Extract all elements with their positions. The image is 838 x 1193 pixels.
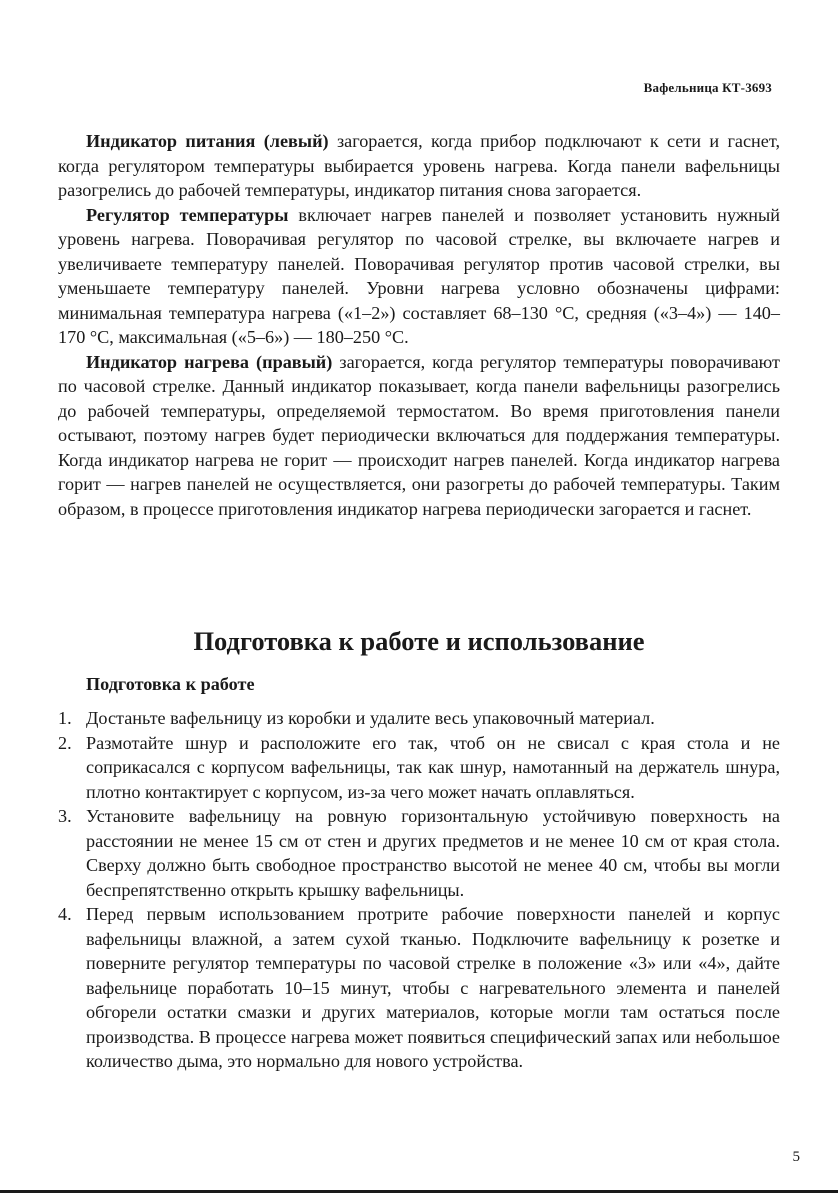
step-number: 2.: [58, 732, 72, 753]
step-number: 1.: [58, 708, 72, 728]
list-item: [58, 804, 780, 902]
list-item: [58, 706, 780, 731]
step-text: Перед первым использованием протрите рабочие поверхности панелей и корпус вафельницы влажной, а затем сухой тканью. Подключите вафельницу к розетке и поверните регулятор температуры по часовой стрелке в положение «3» или «4», дайте вафельнице поработать 10–15 минут, чтобы с нагревательного элемента и панелей обгорели остатки смазки и других материалов, которые могли там остаться после производства. В процессе нагрева может появиться специфический запах или небольшое количество дыма, это нормально для нового устройства.: [86, 904, 780, 1071]
subsection-title: Подготовка к работе: [86, 674, 255, 694]
text-power-indicator: загорается, когда прибор подключают к сети и гаснет, когда регулятором температуры выбирается уровень нагрева. Когда панели вафельницы разогрелись до рабочей температуры, индикатор питания снова загорается.: [58, 131, 780, 200]
text-temperature-regulator: включает нагрев панелей и позволяет установить нужный уровень нагрева. Поворачивая регулятор по часовой стрелке, вы включаете нагрев и увеличиваете температуру панелей. Поворачивая регулятор против часовой стрелки, вы уменьшаете температуру панелей. Уровни нагрева условно обозначены цифрами: минимальная температура нагрева («1–2») составляет 68–130 °С, средняя («3–4») — 140–170 °С, максимальная («5–6») — 180–250 °С.: [58, 204, 780, 347]
step-text: Размотайте шнур и расположите его так, чтоб он не свисал с края стола и не соприкасался с корпусом вафельницы, так как шнур, намотанный на держатель шнура, плотно контактирует с корпусом, из-за чего может начать оплавляться.: [86, 732, 780, 802]
step-text: Достаньте вафельницу из коробки и удалите весь упаковочный материал.: [86, 708, 655, 728]
step-text: Установите вафельницу на ровную горизонтальную устойчивую поверхность на расстоянии не менее 15 см от стен и других предметов и не менее 10 см от края стола. Сверху должно быть свободное пространство высотой не менее 40 см, чтобы вы могли беспрепятственно открыть крышку вафельницы.: [86, 806, 780, 900]
term-temperature-regulator: Регулятор температуры: [86, 204, 289, 225]
steps-list: [58, 706, 780, 1074]
list-item: [58, 902, 780, 1074]
text-heating-indicator: загорается, когда регулятор температуры поворачивают по часовой стрелке. Данный индикатор показывает, когда панели вафельницы разогрелись до рабочей температуры, определяемой термостатом. Во время приготовления панели остывают, поэтому нагрев будет периодически включаться для поддержания температуры. Когда индикатор нагрева не горит — происходит нагрев панелей. Когда индикатор нагрева горит — нагрев панелей не осуществляется, они разогреты до рабочей температуры. Таким образом, в процессе приготовления индикатор нагрева периодически загорается и гаснет.: [58, 351, 780, 519]
intro-text: [58, 129, 780, 521]
running-header: Вафельница КТ-3693: [643, 80, 772, 95]
paragraph-heating-indicator: [58, 350, 780, 522]
paragraph-temperature-regulator: [58, 203, 780, 350]
page-number: 5: [792, 1149, 800, 1165]
term-heating-indicator: Индикатор нагрева (правый): [86, 351, 333, 372]
step-number: 3.: [58, 806, 72, 826]
list-item: [58, 731, 780, 805]
paragraph-power-indicator: [58, 129, 780, 203]
section-title: Подготовка к работе и использование: [193, 626, 645, 656]
term-power-indicator: Индикатор питания (левый): [86, 131, 329, 151]
step-number: 4.: [58, 904, 72, 924]
